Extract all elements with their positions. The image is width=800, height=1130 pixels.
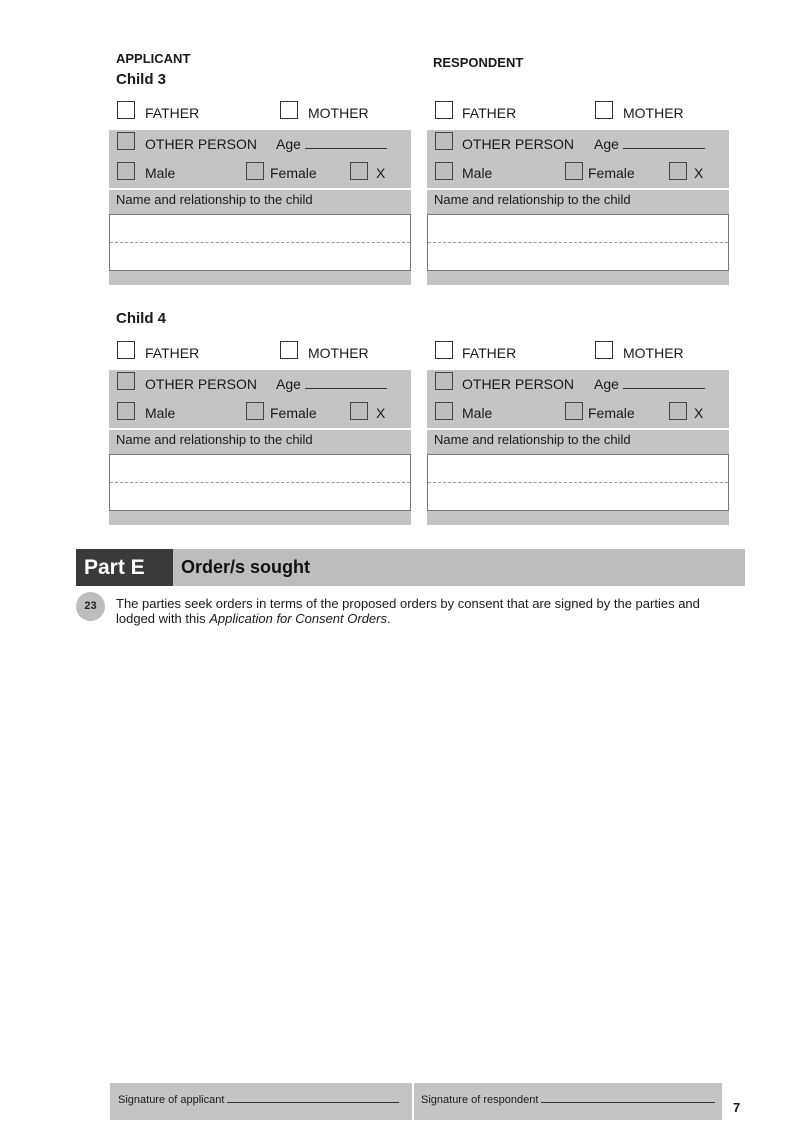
mother-label: MOTHER: [308, 345, 369, 361]
other-person-checkbox[interactable]: [117, 132, 135, 150]
mother-checkbox[interactable]: [280, 101, 298, 119]
signature-divider: [412, 1083, 414, 1120]
age-field[interactable]: [276, 136, 387, 152]
age-label: Age: [594, 376, 619, 392]
x-label: X: [694, 165, 704, 181]
applicant-signature-field[interactable]: [118, 1093, 399, 1106]
dashed-divider: [110, 242, 410, 243]
father-checkbox[interactable]: [117, 101, 135, 119]
father-label: FATHER: [145, 105, 200, 121]
age-line: [623, 377, 705, 389]
female-checkbox[interactable]: [246, 402, 264, 420]
respondent-signature-label: Signature of respondent: [421, 1094, 539, 1106]
age-label: Age: [276, 376, 301, 392]
part-e-header: [76, 549, 745, 586]
male-checkbox[interactable]: [435, 402, 453, 420]
x-checkbox[interactable]: [350, 162, 368, 180]
respondent-signature-field[interactable]: [421, 1093, 715, 1106]
child-4-respondent-block: [427, 341, 729, 525]
question-text: [116, 596, 736, 626]
male-checkbox[interactable]: [117, 402, 135, 420]
age-line: [623, 137, 705, 149]
name-relationship-label: Name and relationship to the child: [434, 192, 631, 207]
signature-line: [227, 1093, 399, 1103]
dashed-divider: [428, 242, 728, 243]
male-label: Male: [145, 165, 176, 181]
mother-label: MOTHER: [623, 345, 684, 361]
father-label: FATHER: [462, 105, 517, 121]
age-label: Age: [276, 136, 301, 152]
age-line: [305, 137, 387, 149]
child-3-applicant-block: [109, 101, 411, 285]
grey-band: [427, 271, 729, 285]
question-text-italic: Application for Consent Orders: [209, 611, 387, 626]
female-label: Female: [588, 165, 635, 181]
female-label: Female: [270, 165, 317, 181]
mother-checkbox[interactable]: [595, 341, 613, 359]
mother-checkbox[interactable]: [595, 101, 613, 119]
grey-band: [427, 511, 729, 525]
father-label: FATHER: [145, 345, 200, 361]
grey-band: [109, 511, 411, 525]
part-title: Order/s sought: [181, 557, 311, 577]
child-3-title: Child 3: [116, 71, 167, 88]
question-text-main: The parties seek orders in terms of the proposed orders by consent that are signed by the parties and lodged with this: [116, 596, 700, 626]
question-number-badge: 23: [76, 592, 105, 621]
other-person-checkbox[interactable]: [435, 132, 453, 150]
father-checkbox[interactable]: [435, 101, 453, 119]
male-checkbox[interactable]: [117, 162, 135, 180]
applicant-header: APPLICANT: [116, 51, 191, 66]
signature-line: [541, 1093, 715, 1103]
question-text-end: .: [387, 611, 391, 626]
female-checkbox[interactable]: [565, 402, 583, 420]
age-field[interactable]: [594, 136, 705, 152]
part-tag: Part E: [76, 549, 173, 586]
dashed-divider: [110, 482, 410, 483]
x-checkbox[interactable]: [669, 162, 687, 180]
respondent-header: RESPONDENT: [433, 55, 524, 70]
father-checkbox[interactable]: [117, 341, 135, 359]
name-relationship-label: Name and relationship to the child: [116, 192, 313, 207]
other-person-checkbox[interactable]: [435, 372, 453, 390]
x-label: X: [376, 165, 386, 181]
name-relationship-label: Name and relationship to the child: [434, 432, 631, 447]
female-label: Female: [588, 405, 635, 421]
age-label: Age: [594, 136, 619, 152]
other-person-label: OTHER PERSON: [145, 136, 258, 152]
child-3-respondent-block: [427, 101, 729, 285]
other-person-label: OTHER PERSON: [145, 376, 258, 392]
other-person-checkbox[interactable]: [117, 372, 135, 390]
mother-label: MOTHER: [623, 105, 684, 121]
father-label: FATHER: [462, 345, 517, 361]
female-label: Female: [270, 405, 317, 421]
grey-band: [109, 271, 411, 285]
mother-checkbox[interactable]: [280, 341, 298, 359]
x-checkbox[interactable]: [669, 402, 687, 420]
mother-label: MOTHER: [308, 105, 369, 121]
male-label: Male: [462, 405, 493, 421]
x-checkbox[interactable]: [350, 402, 368, 420]
male-checkbox[interactable]: [435, 162, 453, 180]
name-relationship-label: Name and relationship to the child: [116, 432, 313, 447]
page-number: 7: [733, 1100, 741, 1115]
child-4-applicant-block: [109, 341, 411, 525]
signature-bar: [110, 1083, 722, 1120]
male-label: Male: [462, 165, 493, 181]
name-relationship-field[interactable]: [427, 454, 729, 511]
x-label: X: [376, 405, 386, 421]
female-checkbox[interactable]: [565, 162, 583, 180]
name-relationship-field[interactable]: [109, 454, 411, 511]
dashed-divider: [428, 482, 728, 483]
male-label: Male: [145, 405, 176, 421]
age-line: [305, 377, 387, 389]
other-person-label: OTHER PERSON: [462, 136, 575, 152]
name-relationship-field[interactable]: [109, 214, 411, 271]
x-label: X: [694, 405, 704, 421]
age-field[interactable]: [594, 376, 705, 392]
female-checkbox[interactable]: [246, 162, 264, 180]
age-field[interactable]: [276, 376, 387, 392]
applicant-signature-label: Signature of applicant: [118, 1094, 225, 1106]
other-person-label: OTHER PERSON: [462, 376, 575, 392]
father-checkbox[interactable]: [435, 341, 453, 359]
name-relationship-field[interactable]: [427, 214, 729, 271]
child-4-title: Child 4: [116, 310, 167, 327]
